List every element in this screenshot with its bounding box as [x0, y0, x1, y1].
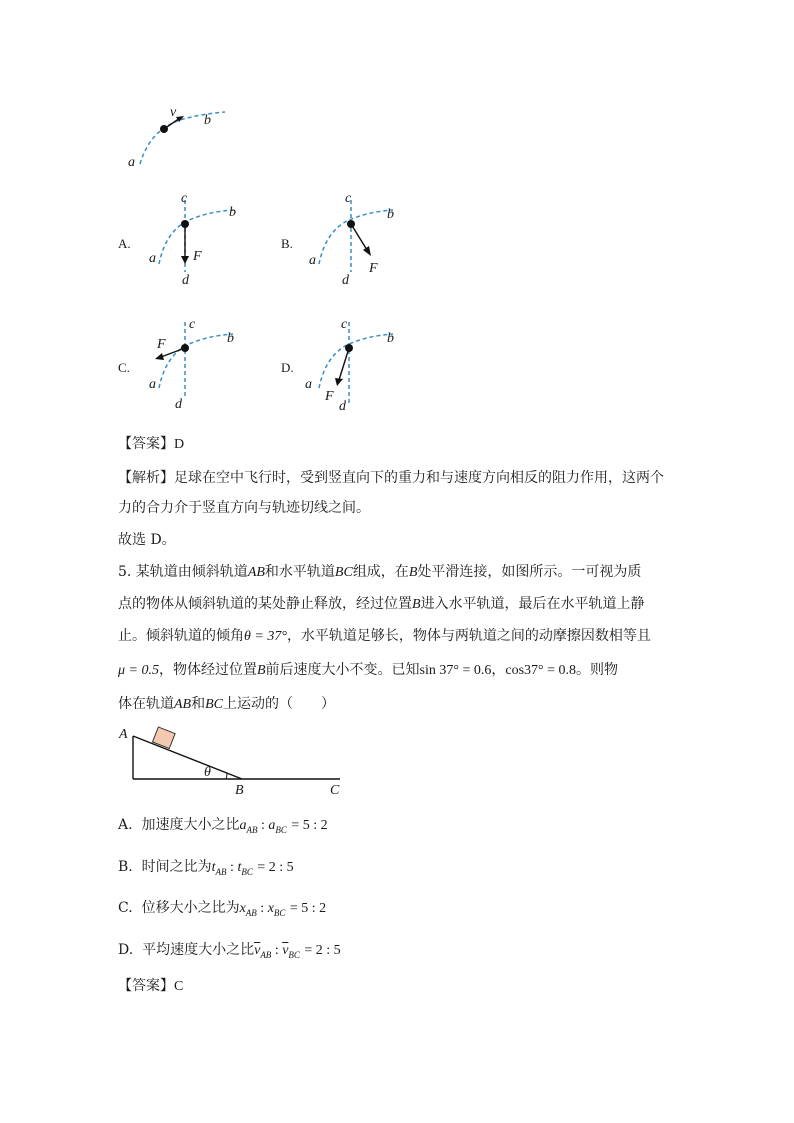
- q4-analysis-line2: [118, 498, 370, 518]
- theta-label: θ: [204, 765, 211, 780]
- subscript: BC: [288, 949, 300, 960]
- option-c-figure: [145, 314, 255, 414]
- analysis-text: 力的合力介于竖直方向与轨迹切线之间。: [118, 500, 370, 516]
- b-symbol: B: [256, 663, 266, 678]
- analysis-tag: 【解析】: [118, 470, 174, 486]
- choice-c[interactable]: C. 位移大小之比为$x_{AB}$ : $x_{BC} = 5$ : 2: [118, 900, 327, 918]
- choice-label: A.: [118, 817, 133, 833]
- text: 进入水平轨道，最后在水平轨道上静: [420, 596, 645, 612]
- subscript: BC: [275, 824, 287, 835]
- answer-tag: 【答案】: [118, 978, 174, 994]
- c-label: c: [189, 317, 196, 332]
- c-label: c: [341, 317, 348, 332]
- symbol: t: [211, 860, 216, 875]
- option-d-figure: [305, 314, 415, 414]
- b-label: b: [204, 113, 211, 128]
- option-b-figure: [305, 190, 415, 290]
- a-label: a: [128, 155, 135, 170]
- subscript: AB: [246, 824, 258, 835]
- f-label: F: [369, 261, 378, 276]
- d-label: d: [339, 399, 346, 414]
- a-point-label: A: [119, 727, 128, 742]
- c-point-label: C: [330, 783, 340, 798]
- q5-stem-line4: [118, 660, 618, 681]
- text: 点的物体从倾斜轨道的某处静止释放，经过位置: [118, 596, 412, 612]
- answer-value: C: [174, 979, 184, 994]
- symbol: t: [237, 860, 242, 875]
- text: 前后速度大小不变。已知: [265, 662, 420, 678]
- option-d-label: D.: [281, 360, 294, 375]
- q5-stem-line2: [118, 594, 645, 615]
- conclusion-text: 故选 D。: [118, 532, 176, 548]
- symbol: x: [267, 901, 274, 916]
- c-label: c: [345, 191, 352, 206]
- text: 5. 某轨道由倾斜轨道: [118, 564, 248, 580]
- text: 平均速度大小之比: [142, 942, 255, 958]
- answer-tag: 【答案】: [118, 436, 174, 452]
- q4-answer-line: [118, 434, 184, 455]
- b-label: b: [227, 331, 234, 346]
- text: ，: [491, 662, 506, 678]
- ratio: = 2 : 5: [257, 860, 294, 875]
- intro-trajectory-figure: [120, 100, 230, 170]
- option-a-figure: [145, 190, 255, 290]
- text: 处平滑连接，如图所示。一可视为质: [417, 564, 642, 580]
- a-label: a: [149, 251, 156, 266]
- v-label: v: [170, 105, 177, 120]
- f-label: F: [157, 337, 166, 352]
- sin-equation: sin 37° = 0.6: [419, 663, 492, 678]
- incline-track-figure: [118, 724, 358, 800]
- ratio: = 2 : 5: [304, 943, 341, 958]
- option-c-label: C.: [118, 360, 130, 375]
- text: 和水平轨道: [264, 564, 335, 580]
- q5-stem-line5: [118, 694, 335, 715]
- text: ，水平轨道足够长，物体与两轨道之间的动摩擦因数相等且: [286, 628, 651, 644]
- b-symbol: B: [412, 597, 421, 612]
- text: 体在轨道: [118, 696, 174, 712]
- symbol: a: [239, 818, 247, 833]
- choice-d[interactable]: D. 平均速度大小之比$\overline{v}_{AB}$ : $\overline{v}_{BC} = 2$ : 5: [118, 942, 341, 960]
- q5-stem-line3: [118, 626, 651, 647]
- a-label: a: [305, 377, 312, 392]
- d-label: d: [182, 273, 189, 288]
- b-label: b: [229, 205, 236, 220]
- b-symbol: B: [408, 565, 418, 580]
- subscript: AB: [245, 907, 257, 918]
- choice-label: B.: [118, 859, 133, 875]
- symbol: a: [268, 818, 276, 833]
- symbol: $\overline{v}$: [254, 943, 261, 958]
- symbol: x: [239, 901, 246, 916]
- q5-answer-line: [118, 976, 183, 997]
- b-point-label: B: [235, 783, 244, 798]
- f-label: F: [193, 249, 202, 264]
- subscript: BC: [241, 866, 253, 877]
- b-label: b: [387, 331, 394, 346]
- analysis-text: 足球在空中飞行时，受到竖直向下的重力和与速度方向相反的阻力作用，这两个: [174, 470, 664, 486]
- choice-label: D.: [118, 942, 134, 958]
- option-b-label: B.: [281, 236, 293, 251]
- text: ，物体经过位置: [158, 662, 257, 678]
- text: 位移大小之比为: [141, 900, 240, 916]
- a-label: a: [149, 377, 156, 392]
- subscript: BC: [273, 907, 286, 918]
- choice-label: C.: [118, 900, 133, 916]
- text: 加速度大小之比: [141, 817, 240, 833]
- ratio: = 5 : 2: [289, 901, 327, 916]
- option-a-label: A.: [118, 236, 131, 251]
- text: 和: [191, 696, 206, 712]
- f-label: F: [325, 389, 334, 404]
- bc-symbol: BC: [334, 565, 353, 580]
- subscript: AB: [215, 866, 227, 877]
- q5-stem-line1: [118, 562, 641, 583]
- theta-equation: θ = 37°: [244, 629, 287, 644]
- mu-equation: μ = 0.5: [118, 663, 159, 678]
- text: 止。倾斜轨道的倾角: [118, 628, 244, 644]
- bc-symbol: BC: [205, 697, 223, 712]
- answer-value: D: [174, 437, 185, 452]
- text: 时间之比为: [141, 859, 212, 875]
- a-label: a: [309, 253, 316, 268]
- q4-analysis-line1: [118, 468, 664, 488]
- choice-a[interactable]: A. 加速度大小之比$a_{AB}$ : $a_{BC} = 5$ : 2: [118, 817, 328, 835]
- subscript: AB: [260, 949, 272, 960]
- ab-symbol: AB: [174, 697, 192, 712]
- text: 。则物: [576, 662, 619, 678]
- c-label: c: [181, 191, 188, 206]
- d-label: d: [342, 273, 349, 288]
- choice-b[interactable]: B. 时间之比为$t_{AB}$ : $t_{BC} = 2$ : 5: [118, 859, 294, 877]
- ratio: = 5 : 2: [291, 818, 328, 833]
- text: 组成，在: [352, 564, 409, 580]
- symbol: $\overline{v}$: [282, 943, 289, 958]
- ab-symbol: AB: [247, 565, 265, 580]
- text: 上运动的（ ）: [223, 696, 335, 712]
- cos-equation: cos37° = 0.8: [505, 663, 577, 678]
- d-label: d: [175, 397, 182, 412]
- q4-conclusion: [118, 530, 176, 550]
- b-label: b: [387, 207, 394, 222]
